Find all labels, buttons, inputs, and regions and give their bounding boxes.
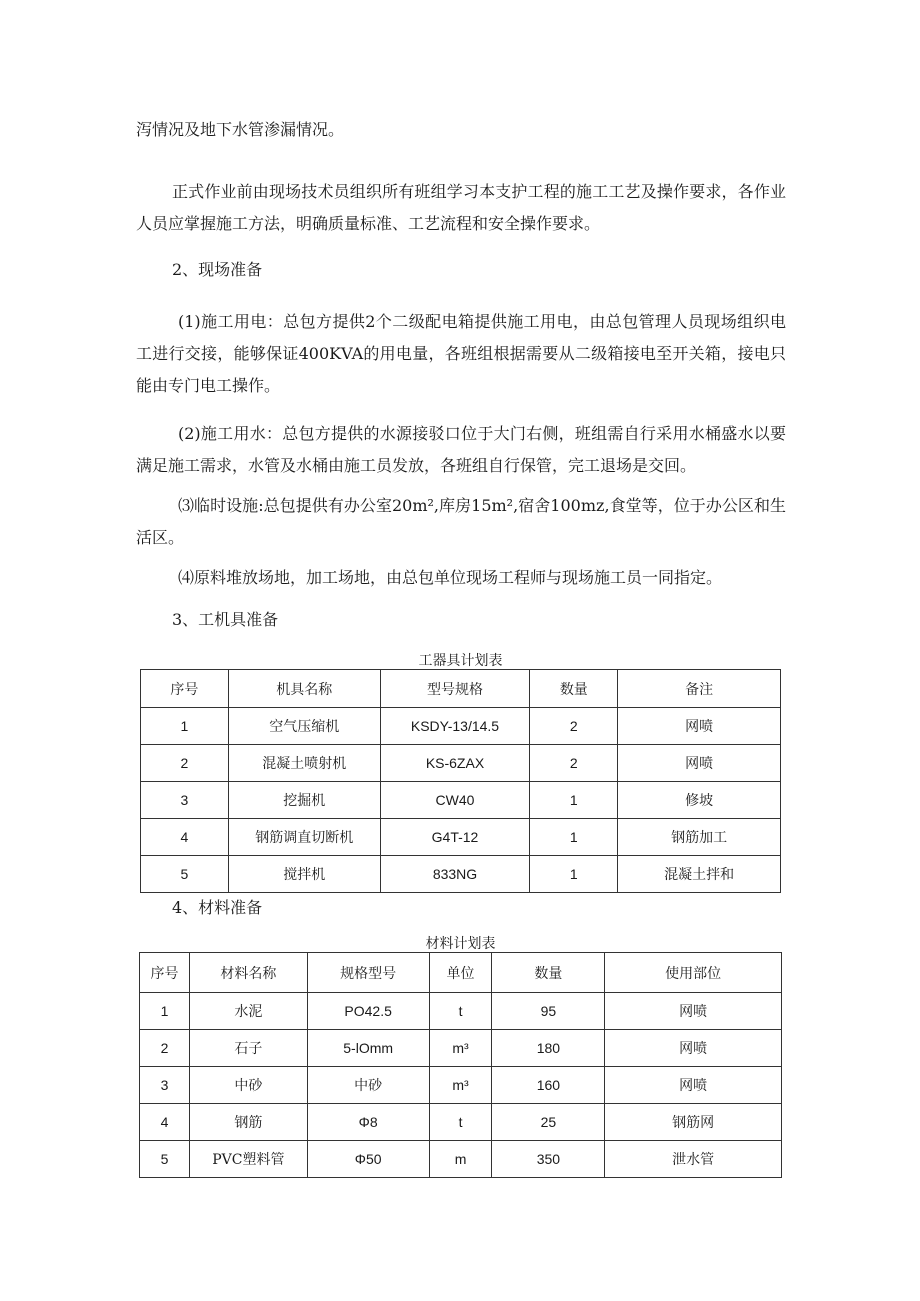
table-cell: 挖掘机 <box>228 782 380 819</box>
table-cell: PVC塑料管 <box>189 1141 307 1178</box>
table-row <box>141 708 781 745</box>
table-cell: 网喷 <box>605 1067 782 1104</box>
table-cell: 空气压缩机 <box>228 708 380 745</box>
table-cell: 网喷 <box>605 993 782 1030</box>
materials-header-cell: 使用部位 <box>605 953 782 993</box>
table-cell: 1 <box>530 819 618 856</box>
heading-tools-preparation: 3、工机具准备 <box>172 610 279 629</box>
paragraph-storage-area: ⑷原料堆放场地，加工场地，由总包单位现场工程师与现场施工员一同指定。 <box>178 568 723 587</box>
table-row <box>140 993 782 1030</box>
paragraph-water-supply: (2)施工用水：总包方提供的水源接驳口位于大门右侧，班组需自行采用水桶盛水以要满足施工需求，水管及水桶由施工员发放，各班组自行保管，完工退场是交回。 <box>136 424 786 475</box>
tools-header-cell: 序号 <box>141 670 229 708</box>
table-cell: 钢筋网 <box>605 1104 782 1141</box>
table-cell: 钢筋 <box>189 1104 307 1141</box>
table-cell: G4T-12 <box>380 819 530 856</box>
table-cell: 160 <box>492 1067 605 1104</box>
table-cell: 2 <box>141 745 229 782</box>
table-cell: 修坡 <box>618 782 781 819</box>
table-cell: 4 <box>140 1104 190 1141</box>
tools-header-cell: 机具名称 <box>228 670 380 708</box>
materials-table-caption: 材料计划表 <box>425 936 496 952</box>
table-cell: 5 <box>140 1141 190 1178</box>
table-cell: 4 <box>141 819 229 856</box>
table-row <box>141 745 781 782</box>
table-cell: 钢筋加工 <box>618 819 781 856</box>
materials-header-cell: 单位 <box>429 953 492 993</box>
table-cell: 1 <box>530 782 618 819</box>
table-row <box>141 856 781 893</box>
table-cell: 网喷 <box>618 745 781 782</box>
paragraph-power-supply: (1)施工用电：总包方提供2个二级配电箱提供施工用电，由总包管理人员现场组织电工进行交接，能够保证400KVA的用电量，各班组根据需要从二级箱接电至开关箱，接电只能由专门电工操作。 <box>136 312 786 395</box>
table-cell: m³ <box>429 1030 492 1067</box>
table-cell: m <box>429 1141 492 1178</box>
heading-site-preparation: 2、现场准备 <box>172 260 263 279</box>
table-cell: 350 <box>492 1141 605 1178</box>
table-cell: 石子 <box>189 1030 307 1067</box>
tools-header-cell: 型号规格 <box>380 670 530 708</box>
paragraph-temporary-facilities: ⑶临时设施:总包提供有办公室20m²,库房15m²,宿舍100mz,食堂等，位于办公区和生活区。 <box>136 496 786 547</box>
tools-table-caption: 工器具计划表 <box>418 653 503 669</box>
table-cell: 1 <box>530 856 618 893</box>
table-cell: m³ <box>429 1067 492 1104</box>
table-cell: KS-6ZAX <box>380 745 530 782</box>
table-cell: 泄水管 <box>605 1141 782 1178</box>
table-cell: CW40 <box>380 782 530 819</box>
table-cell: 混凝土喷射机 <box>228 745 380 782</box>
table-cell: 2 <box>530 745 618 782</box>
materials-header-cell: 规格型号 <box>307 953 429 993</box>
table-cell: Φ50 <box>307 1141 429 1178</box>
table-cell: 中砂 <box>189 1067 307 1104</box>
table-cell: 1 <box>141 708 229 745</box>
tools-table <box>140 669 781 893</box>
table-cell: 3 <box>141 782 229 819</box>
table-cell: 水泥 <box>189 993 307 1030</box>
table-cell: 5 <box>141 856 229 893</box>
paragraph-continuation: 泻情况及地下水管渗漏情况。 <box>136 120 345 139</box>
tools-header-cell: 数量 <box>530 670 618 708</box>
table-row <box>140 1141 782 1178</box>
table-row <box>140 1030 782 1067</box>
table-cell: 钢筋调直切断机 <box>228 819 380 856</box>
materials-table <box>139 952 782 1178</box>
table-cell: 5-lOmm <box>307 1030 429 1067</box>
materials-header-cell: 序号 <box>140 953 190 993</box>
tools-table-header-row <box>141 670 781 708</box>
heading-materials-preparation: 4、材料准备 <box>172 898 263 917</box>
paragraph-training: 正式作业前由现场技术员组织所有班组学习本支护工程的施工工艺及操作要求，各作业人员应掌握施工方法，明确质量标准、工艺流程和安全操作要求。 <box>136 182 786 233</box>
table-cell: 2 <box>530 708 618 745</box>
table-row <box>140 1067 782 1104</box>
table-cell: 95 <box>492 993 605 1030</box>
table-cell: 网喷 <box>605 1030 782 1067</box>
table-cell: 25 <box>492 1104 605 1141</box>
tools-header-cell: 备注 <box>618 670 781 708</box>
table-cell: 搅拌机 <box>228 856 380 893</box>
table-cell: 180 <box>492 1030 605 1067</box>
table-cell: 3 <box>140 1067 190 1104</box>
table-cell: 833NG <box>380 856 530 893</box>
table-cell: t <box>429 993 492 1030</box>
table-row <box>140 1104 782 1141</box>
table-cell: 1 <box>140 993 190 1030</box>
table-cell: 中砂 <box>307 1067 429 1104</box>
table-cell: Φ8 <box>307 1104 429 1141</box>
table-cell: KSDY-13/14.5 <box>380 708 530 745</box>
materials-header-cell: 材料名称 <box>189 953 307 993</box>
table-row <box>141 782 781 819</box>
table-cell: PO42.5 <box>307 993 429 1030</box>
materials-table-header-row <box>140 953 782 993</box>
table-cell: 混凝土拌和 <box>618 856 781 893</box>
table-cell: 2 <box>140 1030 190 1067</box>
materials-header-cell: 数量 <box>492 953 605 993</box>
table-cell: 网喷 <box>618 708 781 745</box>
table-cell: t <box>429 1104 492 1141</box>
table-row <box>141 819 781 856</box>
